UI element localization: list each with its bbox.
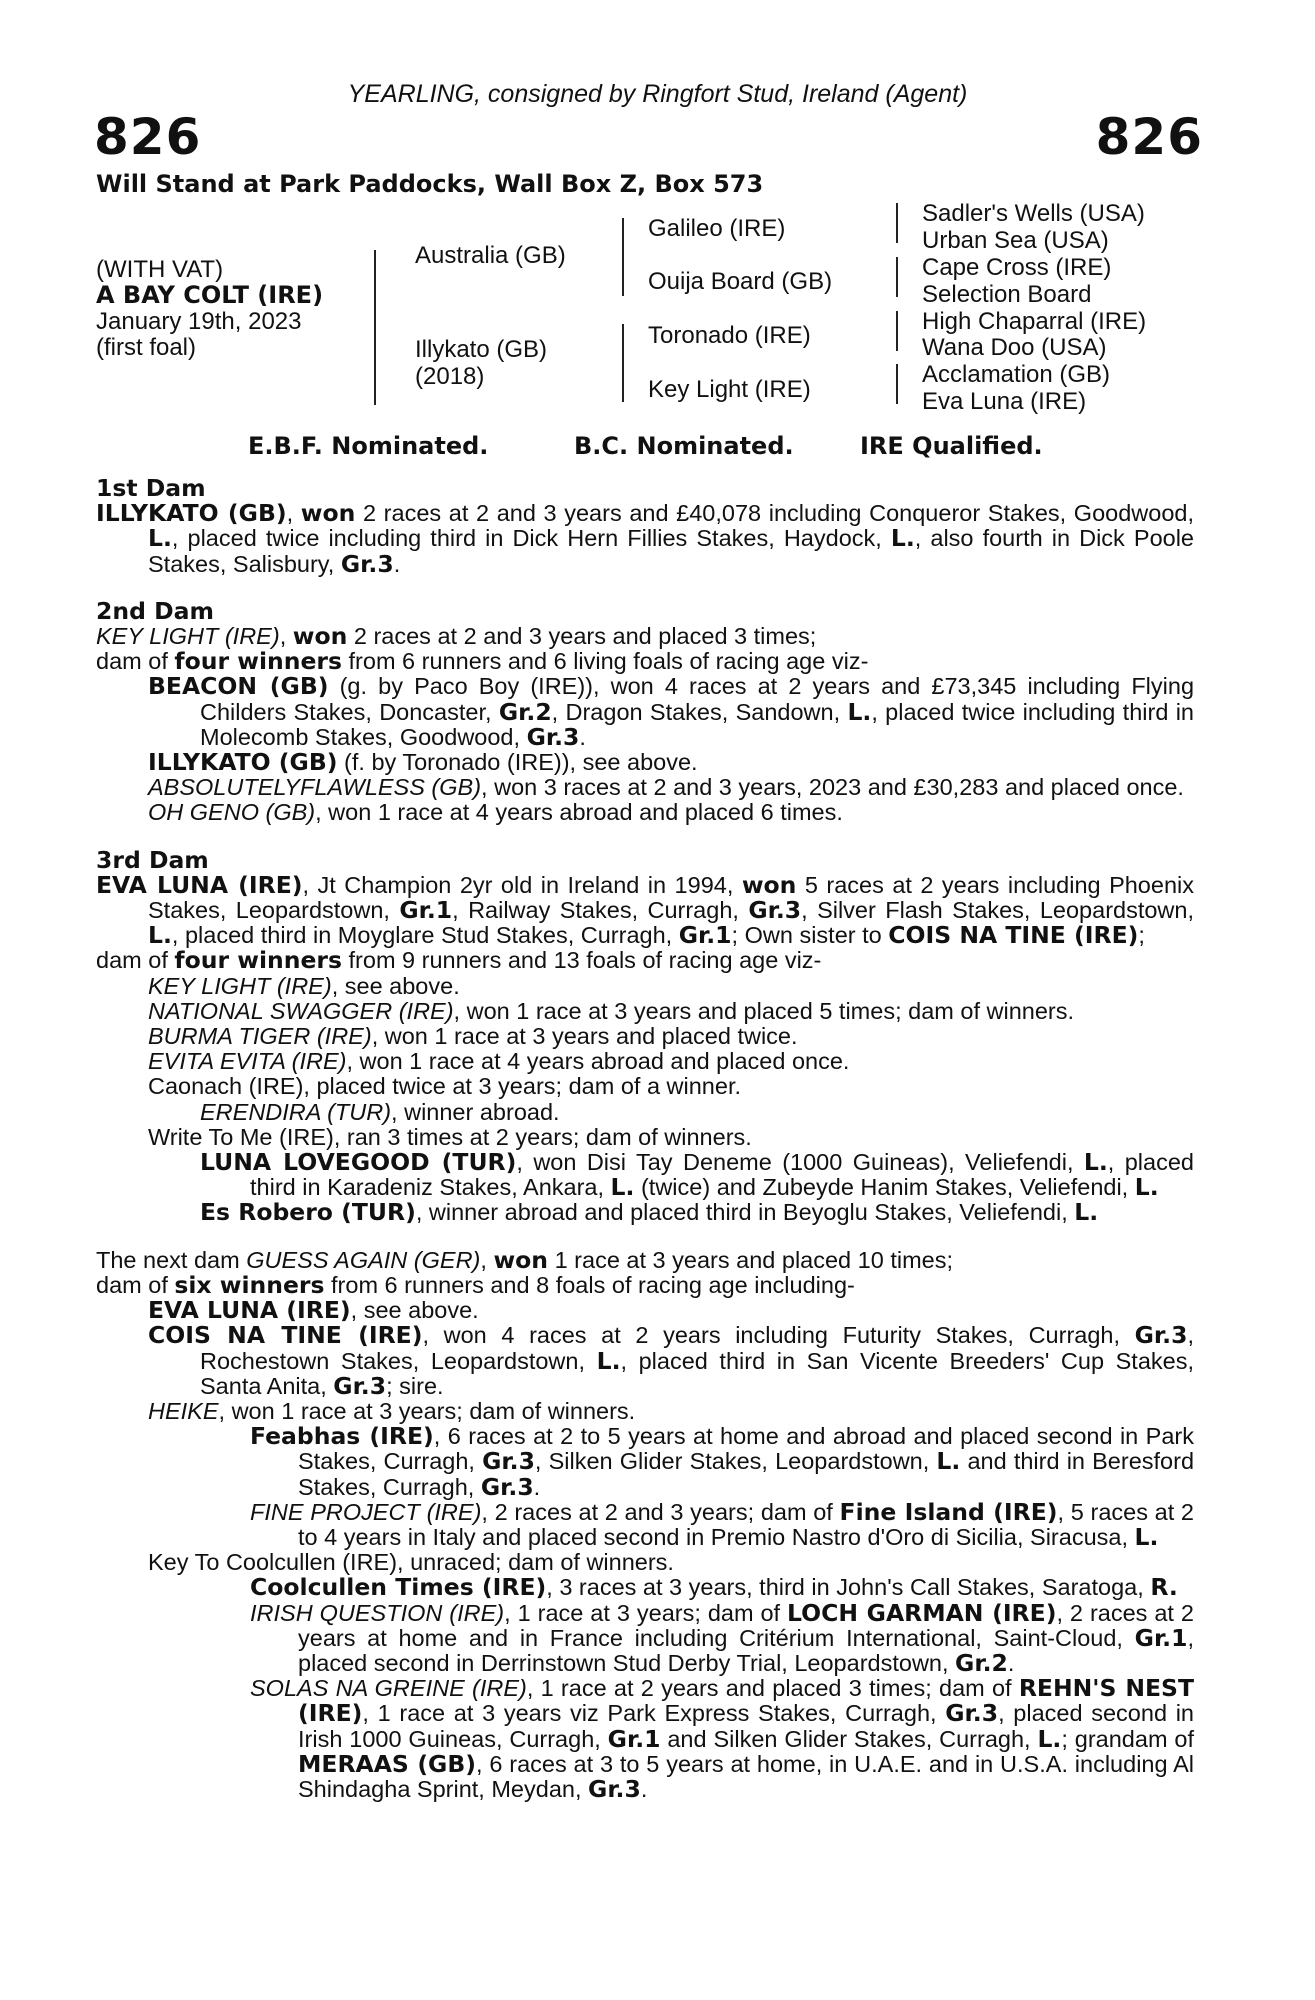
produce-entry: ABSOLUTELYFLAWLESS (GB), won 3 races at 2 and 3 years, 2023 and £30,283 and placed once. xyxy=(148,774,1184,801)
third-dam-produce-summary: dam of four winners from 9 runners and 13 foals of racing age viz- xyxy=(96,946,822,975)
produce-entry: Key To Coolcullen (IRE), unraced; dam of winners. xyxy=(148,1549,674,1576)
horse-name: A BAY COLT (IRE) xyxy=(96,281,324,309)
brace-ss xyxy=(896,203,898,243)
produce-entry: Caonach (IRE), placed twice at 3 years; dam of a winner. xyxy=(148,1073,742,1100)
next-dam-produce-summary: dam of six winners from 6 runners and 8 foals of racing age including- xyxy=(96,1270,855,1299)
produce-entry: Es Robero (TUR), winner abroad and placed third in Beyoglu Stakes, Veliefendi, L. xyxy=(200,1198,1099,1227)
produce-entry: ILLYKATO (GB) (f. by Toronado (IRE)), see above. xyxy=(148,748,698,777)
first-dam-record: ILLYKATO (GB), won 2 races at 2 and 3 years and £40,078 including Conqueror Stakes, Goodwood, L., placed twice including third in Dick Hern Fillies Stakes, Haydock, L., also fourth in Dick Poole Stakes, Salisbury, Gr.3. xyxy=(96,499,1194,578)
produce-entry: COIS NA TINE (IRE), won 4 races at 2 years including Futurity Stakes, Curragh, Gr.3, Rochestown Stakes, Leopardstown, L., placed third in San Vicente Breeders' Cup Stakes, Santa Anita, Gr.3; sire. xyxy=(148,1321,1194,1400)
pedigree-brace-1 xyxy=(374,250,376,405)
gg-sire-4: Acclamation (GB) xyxy=(922,361,1111,388)
produce-entry: EVITA EVITA (IRE), won 1 race at 4 years abroad and placed once. xyxy=(148,1048,850,1075)
gg-dam-2: Selection Board xyxy=(922,281,1092,308)
second-dam-heading: 2nd Dam xyxy=(96,596,214,625)
gg-sire-1: Sadler's Wells (USA) xyxy=(922,200,1145,227)
vat-note: (WITH VAT) xyxy=(96,256,224,283)
gg-sire-2: Cape Cross (IRE) xyxy=(922,254,1112,281)
brace-dd xyxy=(896,364,898,404)
brace-sd xyxy=(896,257,898,297)
produce-entry: Write To Me (IRE), ran 3 times at 2 years; dam of winners. xyxy=(148,1123,752,1150)
dam-sire: Toronado (IRE) xyxy=(648,322,811,349)
produce-entry: ERENDIRA (TUR), winner abroad. xyxy=(200,1098,560,1125)
gg-dam-1: Urban Sea (USA) xyxy=(922,227,1109,254)
catalogue-body xyxy=(96,476,1194,1802)
produce-entry: BURMA TIGER (IRE), won 1 race at 3 years and placed twice. xyxy=(148,1023,798,1050)
foaling-date: January 19th, 2023 xyxy=(96,308,302,335)
gg-dam-4: Eva Luna (IRE) xyxy=(922,388,1087,415)
second-dam-produce-summary: dam of four winners from 6 runners and 6 living foals of racing age viz- xyxy=(96,647,869,676)
pedigree-brace-dam xyxy=(622,324,624,402)
second-dam-intro: KEY LIGHT (IRE), won 2 races at 2 and 3 years and placed 3 times; xyxy=(96,622,817,651)
foal-note: (first foal) xyxy=(96,334,197,361)
sire-dam: Ouija Board (GB) xyxy=(648,268,833,295)
third-dam-record: EVA LUNA (IRE), Jt Champion 2yr old in Ireland in 1994, won 5 races at 2 years including Phoenix Stakes, Leopardstown, Gr.1, Railway Stakes, Curragh, Gr.3, Silver Flash Stakes, Leopardstown, L., placed third in Moyglare Stud Stakes, Curragh, Gr.1; Own sister to COIS NA TINE (IRE); xyxy=(96,870,1195,950)
produce-entry: LUNA LOVEGOOD (TUR), won Disi Tay Deneme (1000 Guineas), Veliefendi, L., placed third in Karadeniz Stakes, Ankara, L. (twice) and Zubeyde Hanim Stakes, Veliefendi, L. xyxy=(200,1148,1194,1202)
third-dam-heading: 3rd Dam xyxy=(96,845,209,874)
catalogue-subtitle: YEARLING, consigned by Ringfort Stud, Ireland (Agent) xyxy=(347,80,968,108)
dam-dam: Key Light (IRE) xyxy=(648,376,811,403)
produce-entry: OH GENO (GB), won 1 race at 4 years abroad and placed 6 times. xyxy=(148,799,843,826)
gg-dam-3: Wana Doo (USA) xyxy=(922,334,1107,361)
produce-entry: FINE PROJECT (IRE), 2 races at 2 and 3 years; dam of Fine Island (IRE), 5 races at 2 to 4 years in Italy and placed second in Premio Nastro d'Oro di Sicilia, Siracusa, L. xyxy=(250,1497,1194,1551)
produce-entry: IRISH QUESTION (IRE), 1 race at 3 years; dam of LOCH GARMAN (IRE), 2 races at 2 years at home and in France including Critérium International, Saint-Cloud, Gr.1, placed second in Derrinstown Stud Derby Trial, Leopardstown, Gr.2. xyxy=(250,1598,1194,1677)
produce-entry: EVA LUNA (IRE), see above. xyxy=(148,1296,479,1325)
ebf-nomination: E.B.F. Nominated. xyxy=(248,432,489,460)
produce-entry: HEIKE, won 1 race at 3 years; dam of winners. xyxy=(148,1397,636,1424)
produce-entry: Coolcullen Times (IRE), 3 races at 3 years, third in John's Call Stakes, Saratoga, R. xyxy=(250,1573,1178,1602)
first-dam-heading: 1st Dam xyxy=(96,474,206,502)
lot-number-right: 826 xyxy=(1095,108,1203,166)
produce-entry: BEACON (GB) (g. by Paco Boy (IRE)), won 4 races at 2 years and £73,345 including Flying Childers Stakes, Doncaster, Gr.2, Dragon Stakes, Sandown, L., placed twice including third in Molecomb Stakes, Goodwood, Gr.3. xyxy=(148,672,1195,751)
dam: Illykato (GB) xyxy=(415,336,548,363)
stand-location: Will Stand at Park Paddocks, Wall Box Z, Box 573 xyxy=(96,170,764,198)
ire-qualification: IRE Qualified. xyxy=(860,432,1043,460)
produce-entry: Feabhas (IRE), 6 races at 2 to 5 years at home and abroad and placed second in Park Stakes, Curragh, Gr.3, Silken Glider Stakes, Leopardstown, L. and third in Beresford Stakes, Curragh, Gr.3. xyxy=(250,1422,1195,1501)
sire-sire: Galileo (IRE) xyxy=(648,215,786,242)
bc-nomination: B.C. Nominated. xyxy=(574,432,794,460)
brace-ds xyxy=(896,311,898,351)
lot-number-left: 826 xyxy=(94,108,202,166)
sire: Australia (GB) xyxy=(415,242,566,269)
produce-entry: NATIONAL SWAGGER (IRE), won 1 race at 3 years and placed 5 times; dam of winners. xyxy=(148,997,1075,1024)
gg-sire-3: High Chaparral (IRE) xyxy=(922,308,1147,335)
next-dam-intro: The next dam GUESS AGAIN (GER), won 1 race at 3 years and placed 10 times; xyxy=(96,1245,953,1274)
dam-year: (2018) xyxy=(415,363,485,390)
produce-entry: SOLAS NA GREINE (IRE), 1 race at 2 years and placed 3 times; dam of REHN'S NEST (IRE), 1 race at 3 years viz Park Express Stakes, Curragh, Gr.3, placed second in Irish 1000 Guineas, Curragh, Gr.1 and Silken Glider Stakes, Curragh, L.; grandam of MERAAS (GB), 6 races at 3 to 5 years at home, in U.A.E. and in U.S.A. including Al Shindagha Sprint, Meydan, Gr.3. xyxy=(250,1674,1195,1803)
produce-entry: KEY LIGHT (IRE), see above. xyxy=(148,972,460,999)
pedigree-brace-sire xyxy=(622,218,624,296)
